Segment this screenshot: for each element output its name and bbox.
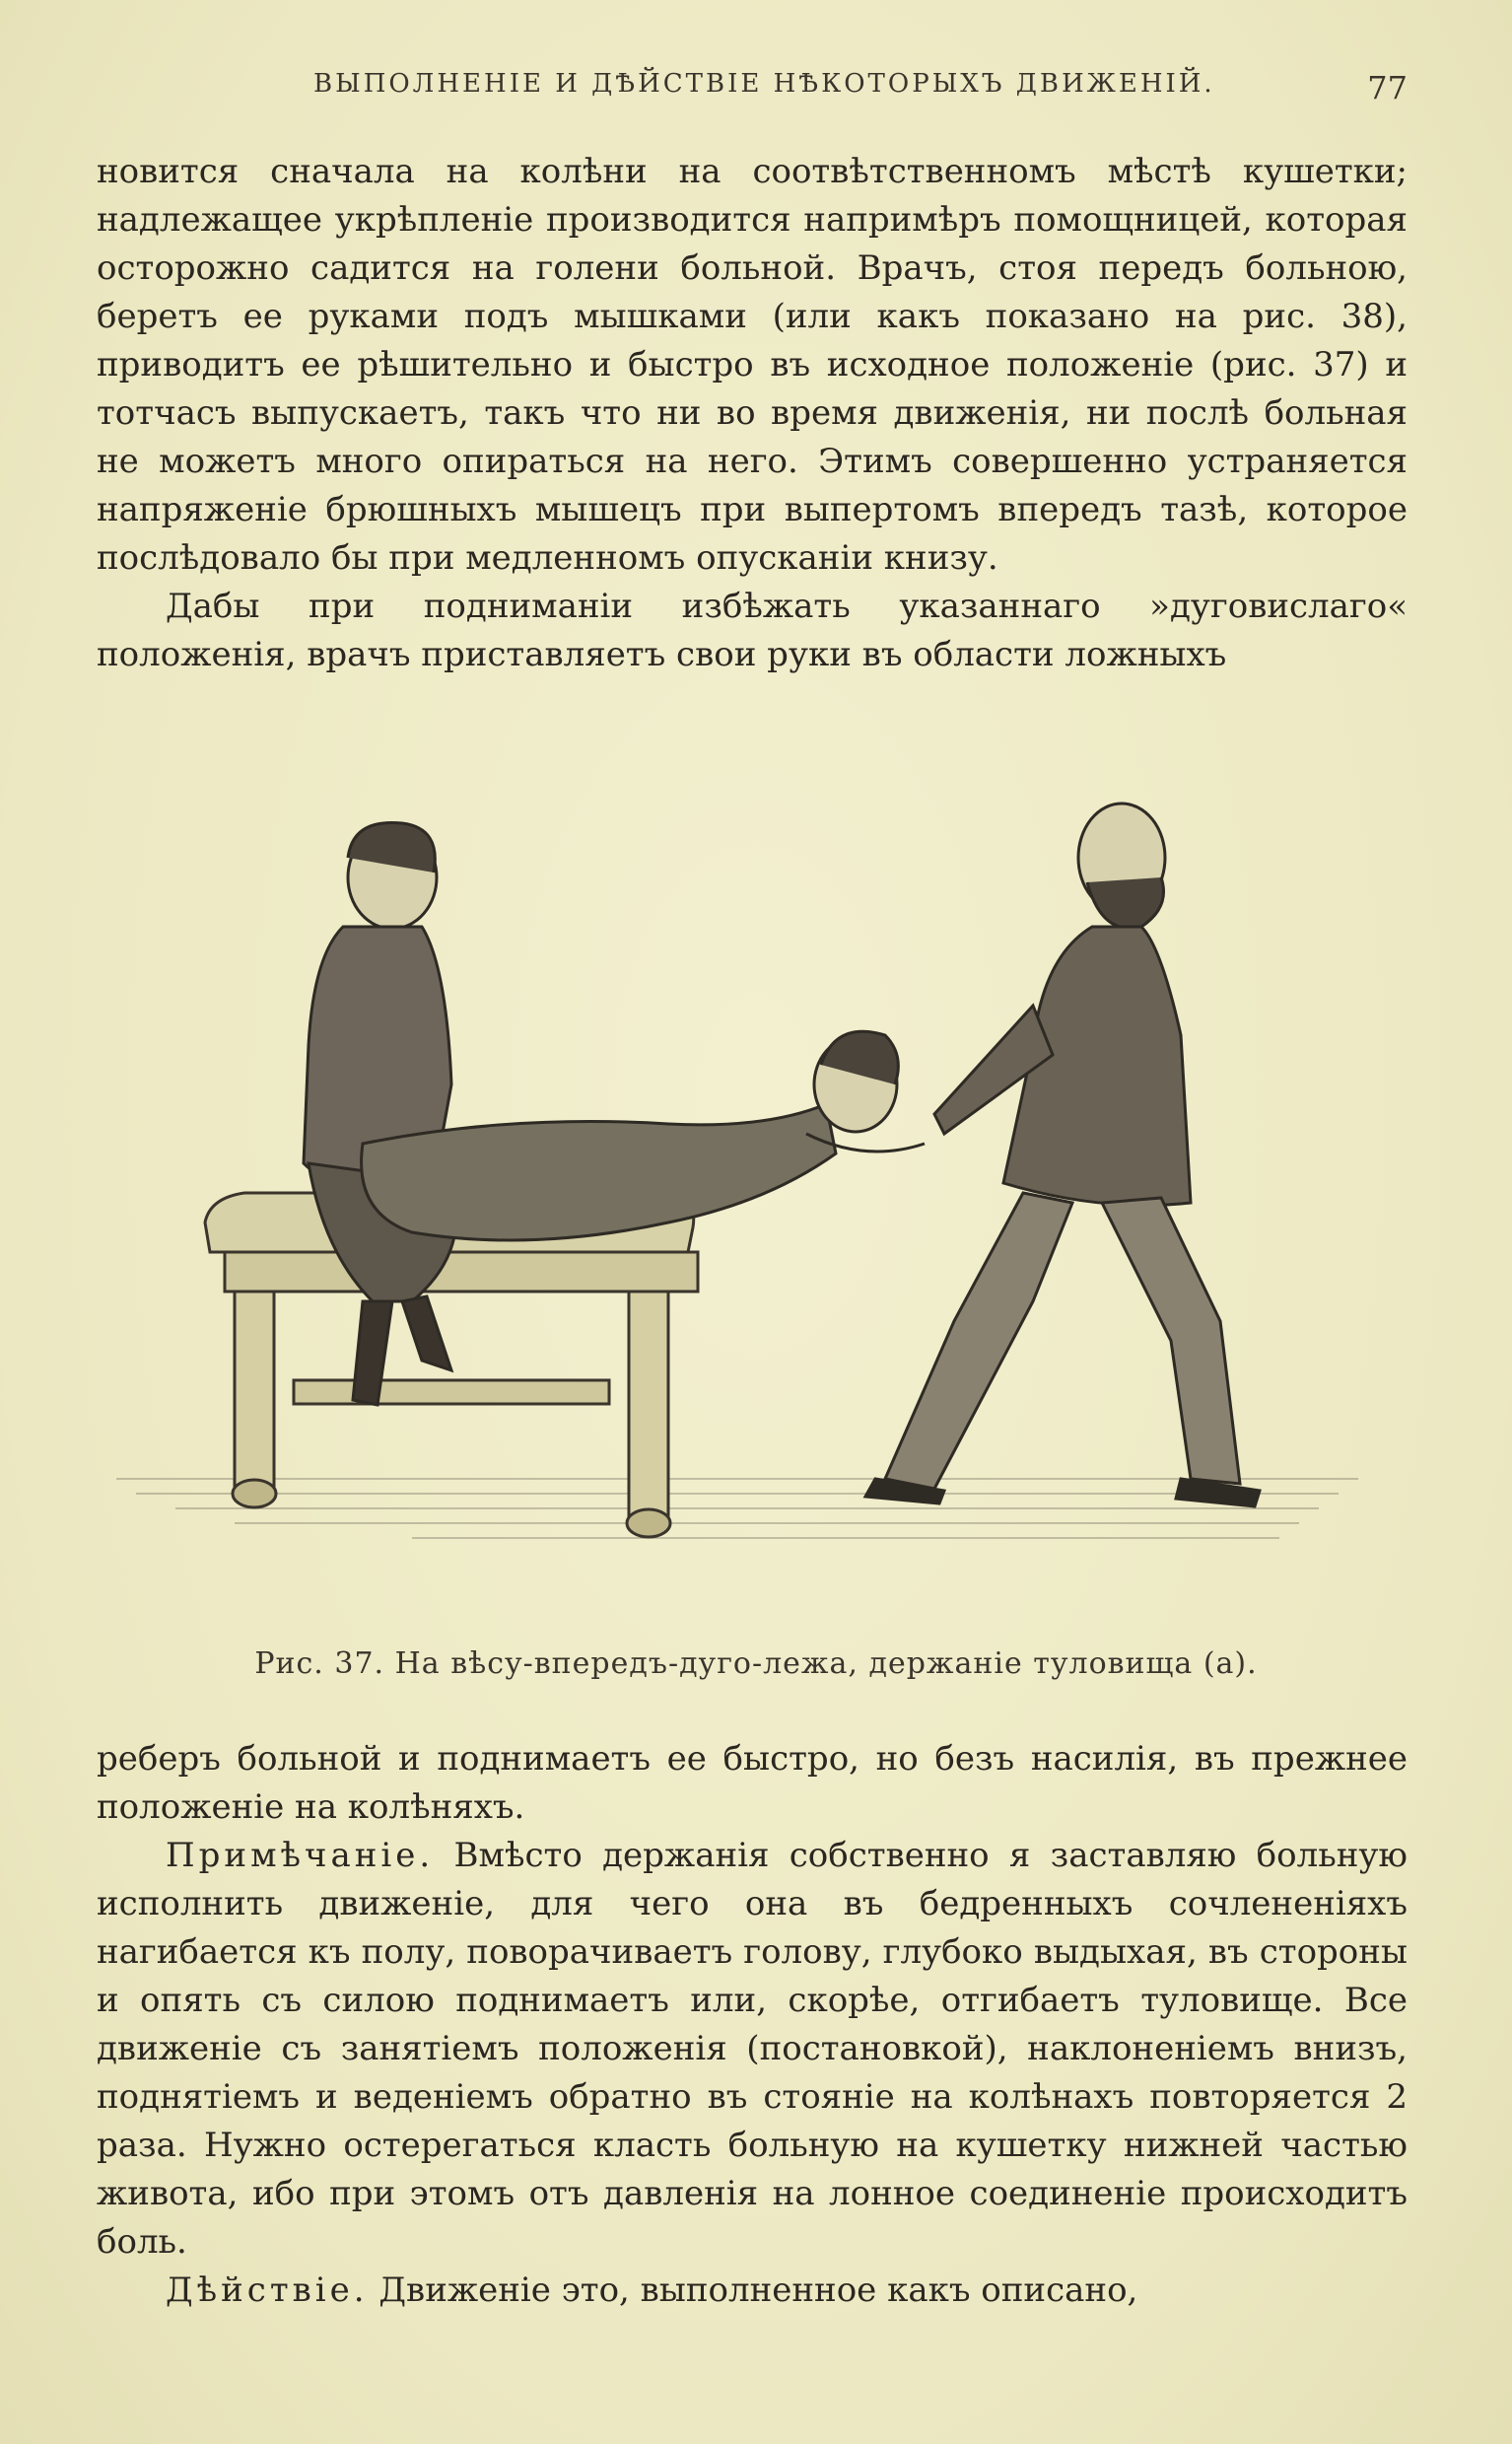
assistant-figure <box>304 822 456 1405</box>
effect-text: Движеніе это, выполненное какъ описано, <box>368 2270 1138 2310</box>
effect-lead: Дѣйствіе. <box>166 2270 369 2310</box>
note-paragraph <box>97 1832 1408 2267</box>
doctor-figure <box>865 803 1260 1506</box>
paragraph: реберъ больной и поднимаетъ ее быстро, но безъ насилія, въ прежнее положеніе на колѣняхъ. <box>97 1739 1408 1827</box>
effect-paragraph <box>97 2267 1408 2315</box>
top-text-block <box>97 148 1408 679</box>
page-number: 77 <box>1367 69 1408 106</box>
floor-hatching <box>116 1479 1358 1538</box>
bottom-text-block <box>97 1735 1408 2315</box>
figure-caption: Рис. 37. На вѣсу-впередъ-дуго-лежа, держаніе туловища (а). <box>254 1646 1258 1681</box>
running-title: ВЫПОЛНЕНІЕ И ДѢЙСТВІЕ НѢКОТОРЫХЪ ДВИЖЕНІЙ. <box>313 69 1215 99</box>
paragraph: новится сначала на колѣни на соотвѣтственномъ мѣстѣ кушетки; надлежащее укрѣпленіе производится напримѣръ помощницей, которая осторожно садится на голени больной. Врачъ, стоя передъ больною, беретъ ее руками подъ мышками (или какъ показано на рис. 38), приводитъ ее рѣшительно и быстро въ исходное положеніе (рис. 37) и тотчасъ выпускаетъ, такъ что ни во время движенія, ни послѣ больная не можетъ много опираться на него. Этимъ совершенно устраняется напряженіе брюшныхъ мышецъ при выпертомъ впередъ тазѣ, которое послѣдовало бы при медленномъ опусканіи книзу. <box>97 152 1408 578</box>
illustration-figure-37 <box>116 789 1378 1637</box>
note-lead: Примѣчаніе. <box>166 1836 435 1875</box>
engraving-illustration <box>116 789 1378 1637</box>
running-head <box>97 69 1408 112</box>
note-text: Вмѣсто держанія собственно я заставляю больную исполнить движеніе, для чего она въ бедренныхъ сочлененіяхъ нагибается къ полу, поворачиваетъ голову, глубоко выдыхая, въ стороны и опять съ силою поднимаетъ или, скорѣе, отгибаетъ туловище. Все движеніе съ занятіемъ положенія (постановкой), наклоненіемъ внизъ, поднятіемъ и веденіемъ обратно въ стояніе на колѣнахъ повторяется 2 раза. Нужно остерегаться класть больную на кушетку нижней частью живота, ибо при этомъ отъ давленія на лонное соединеніе происходитъ боль. <box>97 1836 1408 2262</box>
paragraph: Дабы при подниманіи избѣжать указаннаго »дуговислаго« положенія, врачъ приставляетъ свои руки въ области ложныхъ <box>97 587 1408 674</box>
